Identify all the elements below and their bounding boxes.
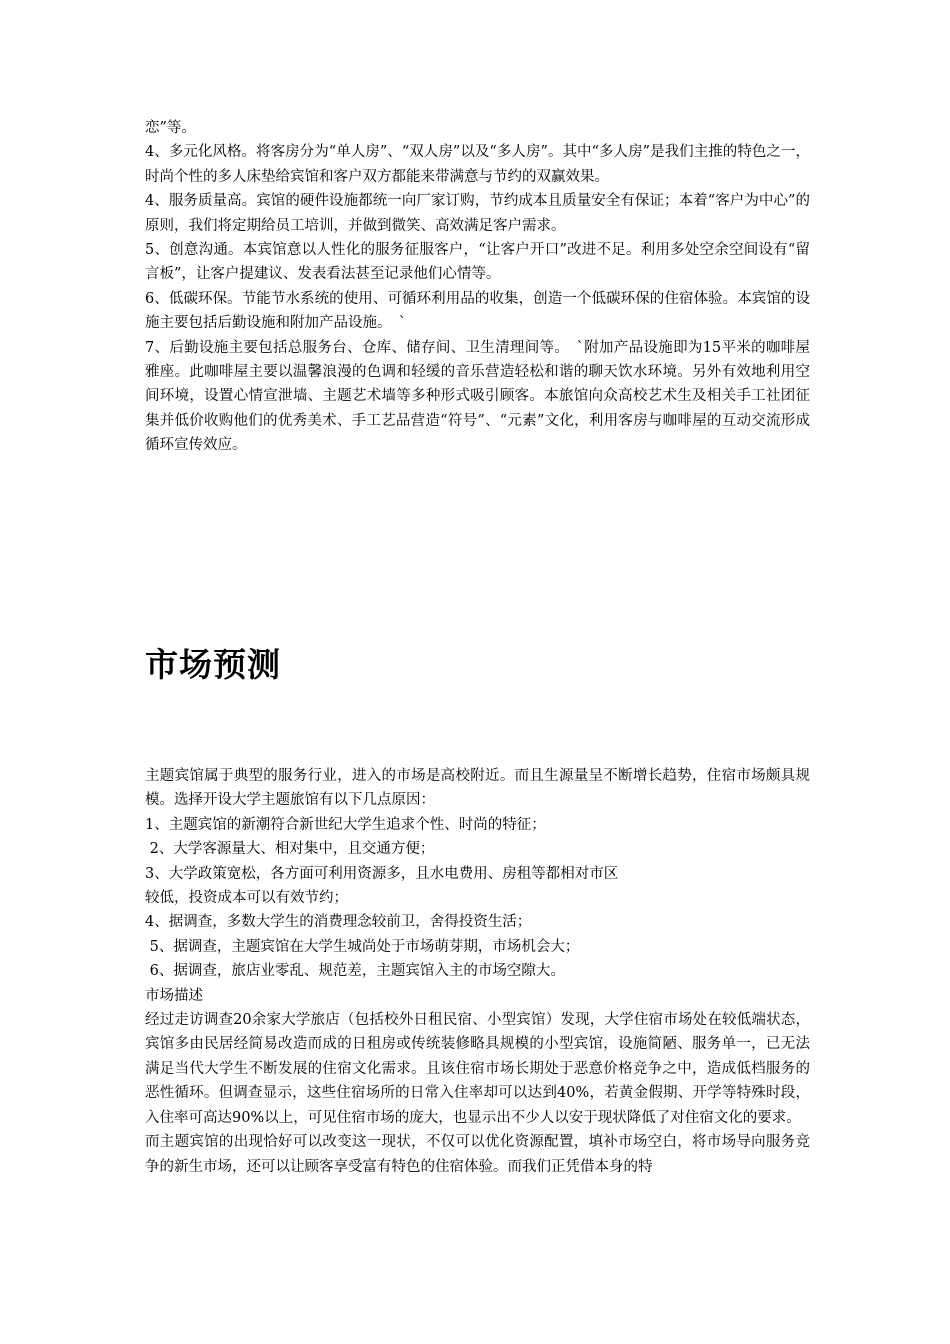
section-heading: 市场预测: [145, 645, 281, 684]
paragraph: 5、创意沟通。本宾馆意以人性化的服务征服客户，“让客户开口”改进不足。利用多处空余空间设有“留言板”，让客户提建议、发表看法甚至记录他们心情等。: [145, 242, 810, 283]
list-item: 6、据调查，旅店业零乱、规范差，主题宾馆入主的市场空隙大。: [145, 963, 565, 980]
paragraph: 7、后勤设施主要包括总服务台、仓库、储存间、卫生清理间等。 `附加产品设施即为15平米的咖啡屋雅座。此咖啡屋主要以温馨浪漫的色调和轻缓的音乐营造轻松和谐的聊天饮水环境。另外有效地利用空间环境，设置心情宣泄墙、主题艺术墙等多种形式吸引顾客。本旅馆向众高校艺术生及相关手工社团征集并低价收购他们的优秀美术、手工艺品营造“符号”、“元素”文化，利用客房与咖啡屋的互动交流形成循环宣传效应。: [145, 339, 810, 454]
list-item: 3、大学政策宽松，各方面可利用资源多，且水电费用、房租等都相对市区: [145, 865, 619, 882]
hotel-features-section: [145, 116, 810, 458]
list-item: 1、主题宾馆的新潮符合新世纪大学生追求个性、时尚的特征；: [145, 816, 546, 833]
paragraph: 经过走访调查20余家大学旅店（包括校外日租民宿、小型宾馆）发现，大学住宿市场处在较低端状态，宾馆多由民居经简易改造而成的日租房或传统装修略具规模的小型宾馆，设施简陋、服务单一，已无法满足当代大学生不断发展的住宿文化需求。且该住宿市场长期处于恶意价格竞争之中，造成低档服务的恶性循环。但调查显示，这些住宿场所的日常入住率却可以达到40%，若黄金假期、开学等特殊时段，入住率可高达90%以上，可见住宿市场的庞大，也显示出不少人以安于现状降低了对住宿文化的要求。: [145, 1012, 810, 1126]
list-item: 2、大学客源量大、相对集中，且交通方便；: [145, 841, 435, 858]
market-forecast-section: [145, 764, 810, 1179]
paragraph: 4、多元化风格。将客房分为“单人房”、“双人房”以及“多人房”。其中“多人房”是我们主推的特色之一，时尚个性的多人床垫给宾馆和客户双方都能来带满意与节约的双赢效果。: [145, 144, 810, 185]
paragraph: 6、低碳环保。节能节水系统的使用、可循环利用品的收集，创造一个低碳环保的住宿体验。本宾馆的设施主要包括后勤设施和附加产品设施。 `: [145, 290, 810, 332]
paragraph: 恋”等。: [145, 120, 196, 136]
list-item: 较低，投资成本可以有效节约；: [145, 890, 348, 907]
subheading: 市场描述: [145, 987, 203, 1004]
paragraph: 主题宾馆属于典型的服务行业，进入的市场是高校附近。而且生源量呈不断增长趋势，住宿市场颇具规模。选择开设大学主题旅馆有以下几点原因：: [145, 768, 810, 809]
list-item: 5、据调查，主题宾馆在大学生城尚处于市场萌芽期，市场机会大；: [145, 938, 580, 955]
paragraph: 4、服务质量高。宾馆的硬件设施都统一向厂家订购，节约成本且质量安全有保证；本着“客户为中心”的原则，我们将定期给员工培训，并做到微笑、高效满足客户需求。: [145, 193, 810, 234]
list-item: 4、据调查，多数大学生的消费理念较前卫，舍得投资生活；: [145, 914, 532, 931]
paragraph: 而主题宾馆的出现恰好可以改变这一现状，不仅可以优化资源配置，填补市场空白，将市场导向服务竞争的新生市场，还可以让顾客享受富有特色的住宿体验。而我们正凭借本身的特: [145, 1134, 810, 1175]
